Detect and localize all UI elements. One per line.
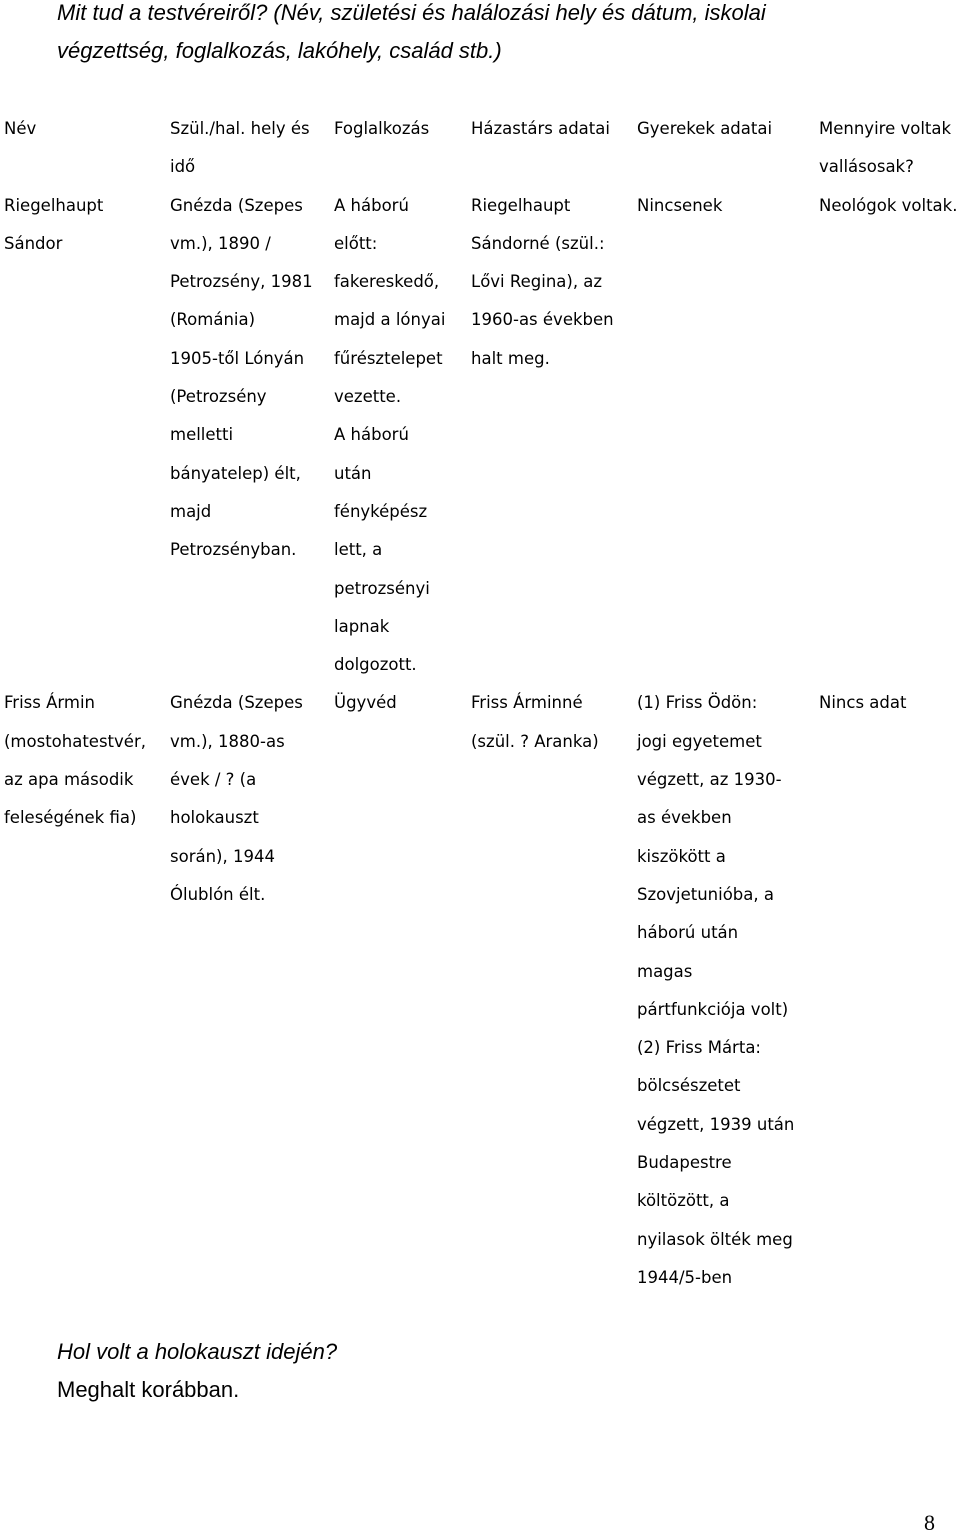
header-spouse: Házastárs adatai [471,119,610,138]
cell-occupation: A háború előtt: fakereskedő, majd a lónyai fűrésztelepet vezette. A háború után fényképész lett, a petrozsényi lapnak dolgozott. [334,195,446,675]
question-holocaust: Hol volt a holokauszt idején? [57,1339,338,1364]
table-row [0,684,960,1297]
answer-holocaust: Meghalt korábban. [57,1377,240,1402]
page-number: 8 [924,1510,935,1535]
cell-occupation: Ügyvéd [334,693,397,713]
siblings-table [0,110,960,1297]
header-children: Gyerekek adatai [637,119,773,138]
cell-name: Riegelhaupt Sándor [4,195,104,253]
table-row [0,187,960,685]
header-occupation: Foglalkozás [334,119,430,138]
cell-birth-death: Gnézda (Szepes vm.), 1880-as évek / ? (a holokauszt során), 1944 Ólublón élt. [170,693,303,904]
cell-children: (1) Friss Ödön: jogi egyetemet végzett, az 1930- as években kiszökött a Szovjetunióba, a háború után magas pártfunkciója volt) (2) Friss Márta: bölcsészetet végzett, 1939 után Budapestre költözött, a nyilasok ölték meg 1944/5-ben [637,693,795,1287]
cell-birth-death: Gnézda (Szepes vm.), 1890 / Petrozsény, 1981 (Románia) 1905-től Lónyán (Petrozsény melletti bányatelep) élt, majd Petrozsényban. [170,195,313,560]
header-birth-death: Szül./hal. hely és idő [170,119,310,177]
cell-name: Friss Ármin (mostohatestvér, az apa második feleségének fia) [4,693,146,828]
header-name: Név [4,119,37,138]
cell-spouse: Riegelhaupt Sándorné (szül.: Lővi Regina), az 1960-as években halt meg. [471,195,614,368]
header-religiosity: Mennyire voltak vallásosak? [819,119,952,177]
cell-children: Nincsenek [637,195,723,215]
table-header-row [0,110,960,187]
question-line-1: Mit tud a testvéreiről? (Név, születési és halálozási hely és dátum, iskolai [57,0,766,25]
cell-religiosity: Nincs adat [819,693,907,713]
cell-spouse: Friss Árminné (szül. ? Aranka) [471,693,599,751]
cell-religiosity: Neológok voltak. [819,195,958,215]
question-line-2: végzettség, foglalkozás, lakóhely, család stb.) [57,38,502,63]
